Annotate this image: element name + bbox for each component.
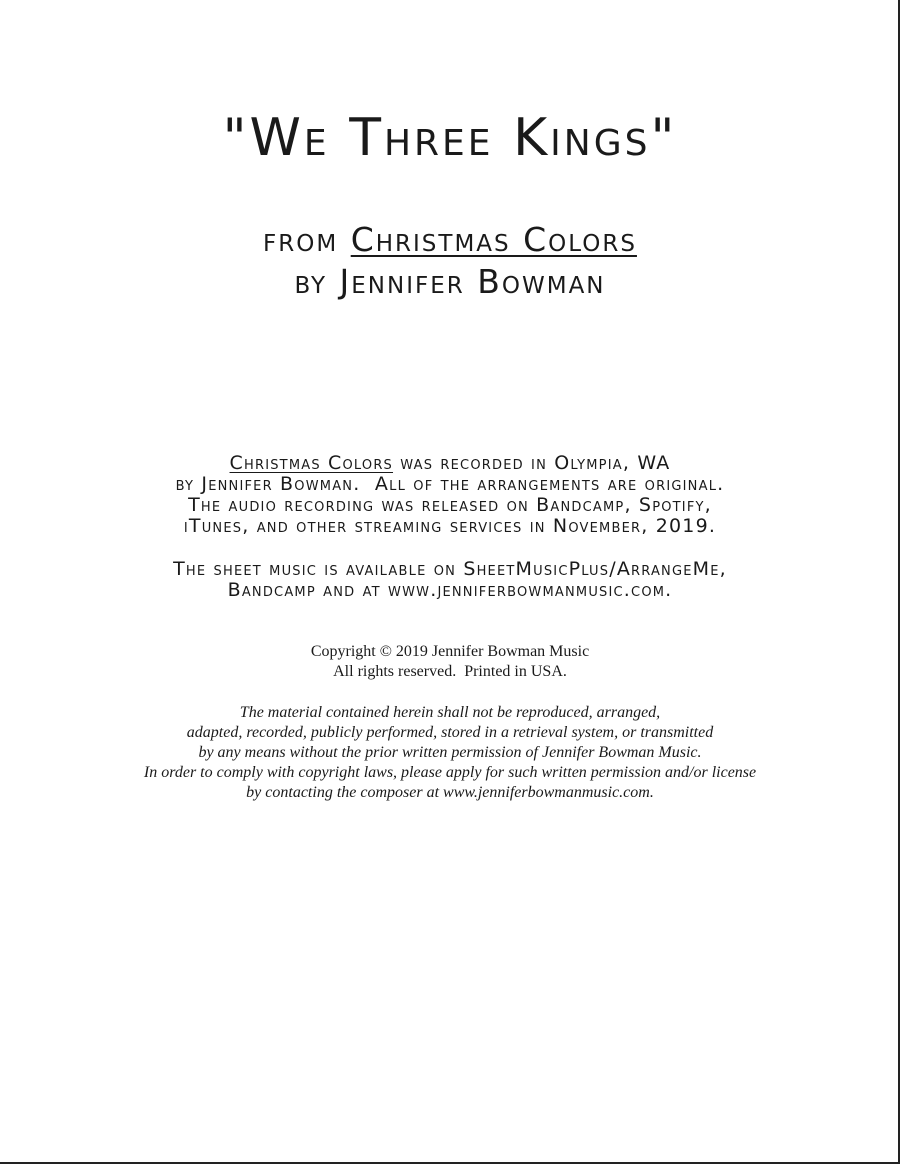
page-title: "We Three Kings": [222, 108, 678, 168]
copyright-notice: [0, 642, 900, 682]
from-prefix: from: [263, 220, 339, 259]
legal-line: adapted, recorded, publicly performed, stored in a retrieval system, or transmitted: [186, 724, 714, 741]
copyright-line-1: Copyright © 2019 Jennifer Bowman Music: [310, 643, 590, 660]
legal-line: The material contained herein shall not be reproduced, arranged,: [239, 704, 661, 721]
legal-line: by any means without the prior written permission of Jennifer Bowman Music.: [198, 744, 702, 761]
recording-info: [0, 453, 900, 537]
legal-line: by contacting the composer at www.jenniferbowmanmusic.com.: [246, 784, 654, 801]
recording-info-line-1: [0, 453, 900, 474]
legal-line: In order to comply with copyright laws, please apply for such written permission and/or license: [143, 764, 757, 781]
recording-info-line-1-text: was recorded in Olympia, WA: [400, 452, 671, 474]
composer-byline: by Jennifer Bowman: [294, 262, 606, 301]
legal-notice: [0, 703, 900, 803]
album-title: Christmas Colors: [350, 220, 637, 259]
album-title-ref: Christmas Colors: [229, 452, 394, 474]
album-line: [0, 220, 900, 259]
recording-info-line-4: iTunes, and other streaming services in November, 2019.: [183, 515, 717, 537]
copyright-line-2: All rights reserved. Printed in USA.: [333, 663, 567, 680]
recording-info-line-3: The audio recording was released on Bandcamp, Spotify,: [188, 494, 712, 516]
availability-info: [0, 559, 900, 601]
availability-line-2: Bandcamp and at www.jenniferbowmanmusic.com.: [227, 579, 673, 601]
recording-info-line-2: by Jennifer Bowman. All of the arrangements are original.: [175, 473, 725, 495]
availability-line-1: The sheet music is available on SheetMusicPlus/ArrangeMe,: [173, 558, 727, 580]
